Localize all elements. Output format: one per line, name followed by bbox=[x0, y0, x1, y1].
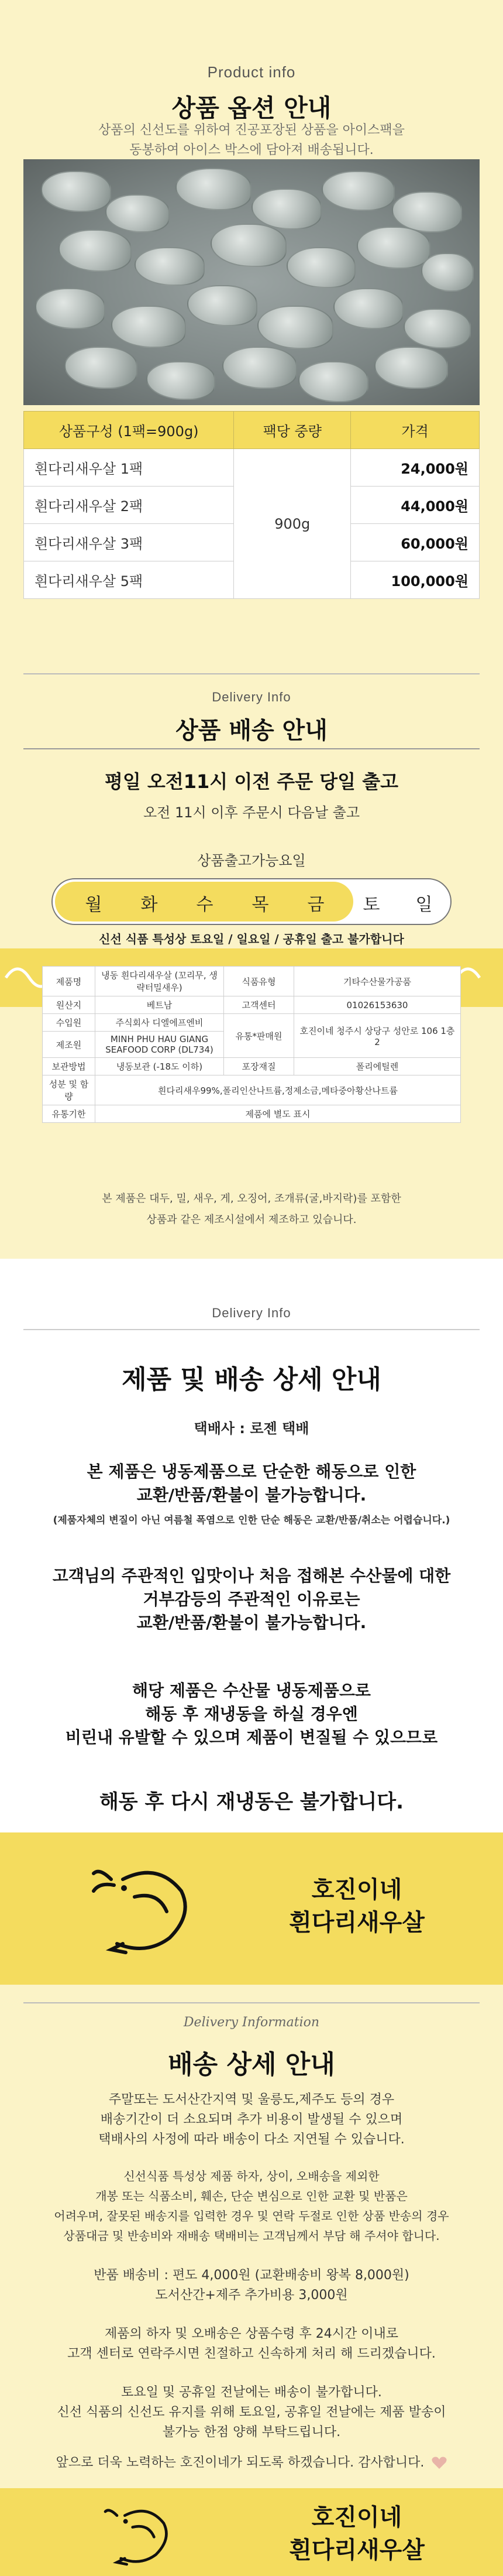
table-row bbox=[43, 1058, 461, 1075]
para-line: 주말또는 도서산간지역 및 울릉도,제주도 등의 경우 bbox=[108, 2092, 395, 2107]
para-line: 신선식품 특성상 제품 하자, 상이, 오배송을 제외한 bbox=[123, 2169, 380, 2183]
table-row bbox=[43, 967, 461, 996]
info-label: 식품유형 bbox=[224, 967, 294, 996]
notice-paragraph-1 bbox=[0, 1460, 503, 1507]
notice-footnote: (제품자체의 변질이 아닌 여름철 폭염으로 인한 단순 해동은 교환/반품/취소는 어렵습니다.) bbox=[53, 1515, 450, 1526]
table-row bbox=[43, 1105, 461, 1123]
p2-line-2: 거부감등의 주관적인 이유로는 bbox=[143, 1590, 360, 1609]
info-value: 01026153630 bbox=[294, 996, 461, 1014]
paragraph-defect bbox=[0, 2324, 503, 2364]
shrimp-photo bbox=[23, 159, 480, 405]
p3-line-1: 해당 제품은 수산물 냉동제품으로 bbox=[132, 1681, 371, 1700]
detail-notice-section bbox=[0, 1259, 503, 1985]
divider bbox=[23, 1329, 480, 1330]
day-fri: 금 bbox=[307, 895, 325, 915]
product-option-desc bbox=[0, 121, 503, 160]
option-name: 흰다리새우살 5팩 bbox=[24, 561, 234, 599]
allergen-notice bbox=[0, 1188, 503, 1231]
para-line: 반품 배송비 : 편도 4,000원 (교환배송비 왕복 8,000원) bbox=[94, 2268, 409, 2283]
option-price-table bbox=[23, 411, 480, 599]
brand-line-1: 호진이네 bbox=[311, 1876, 402, 1903]
info-value: 주식회사 디엘에프엔비 bbox=[95, 1014, 224, 1032]
info-value: 제품에 별도 표시 bbox=[95, 1105, 461, 1123]
delivery-detail-title: 배송 상세 안내 bbox=[168, 2050, 335, 2080]
info-value: 냉동 흰다리새우살 (꼬리무, 생략터밀새우) bbox=[95, 967, 224, 996]
table-row bbox=[43, 1075, 461, 1105]
info-label: 고객센터 bbox=[224, 996, 294, 1014]
brand-banner bbox=[0, 1832, 503, 1985]
product-info-eyebrow: Product info bbox=[207, 63, 296, 81]
product-option-title: 상품 옵션 안내 bbox=[171, 94, 332, 122]
header-price: 가격 bbox=[351, 412, 480, 449]
special-note: 신선 식품 특성상 토요일 / 일요일 / 공휴일 출고 불가합니다 bbox=[99, 932, 404, 946]
info-label: 수입원 bbox=[43, 1014, 95, 1032]
refreeze-warning: 해동 후 다시 재냉동은 불가합니다. bbox=[99, 1790, 404, 1814]
info-label: 유통*판매원 bbox=[224, 1014, 294, 1058]
day-mon: 월 bbox=[85, 895, 102, 915]
paragraph-shipping-time bbox=[0, 2090, 503, 2150]
shipping-days-pill bbox=[51, 878, 452, 925]
p2-line-3: 교환/반품/환불이 불가능합니다. bbox=[136, 1613, 367, 1632]
p2-line-1: 고객님의 주관적인 입맛이나 처음 접해본 수산물에 대한 bbox=[52, 1566, 451, 1585]
option-price: 60,000원 bbox=[351, 524, 480, 561]
delivery-detail-eyebrow: Delivery Information bbox=[183, 2015, 320, 2030]
courier-info: 택배사 : 로젠 택배 bbox=[194, 1420, 309, 1437]
para-line: 개봉 또는 식품소비, 훼손, 단순 변심으로 인한 교환 및 반품은 bbox=[95, 2189, 408, 2203]
desc-line-2: 동봉하여 아이스 박스에 담아져 배송됩니다. bbox=[129, 143, 374, 157]
notice-paragraph-2 bbox=[0, 1564, 503, 1635]
info-label: 포장재질 bbox=[224, 1058, 294, 1075]
heart-icon bbox=[432, 2457, 447, 2469]
info-value: 냉동보관 (-18도 이하) bbox=[95, 1058, 224, 1075]
option-name: 흰다리새우살 1팩 bbox=[24, 449, 234, 487]
desc-line-1: 상품의 신선도를 위하여 진공포장된 상품을 아이스팩을 bbox=[98, 123, 405, 138]
delivery-eyebrow: Delivery Info bbox=[212, 690, 291, 704]
day-tue: 화 bbox=[140, 895, 158, 915]
info-label: 제조원 bbox=[43, 1032, 95, 1058]
table-row bbox=[43, 996, 461, 1014]
notice-line-1: 본 제품은 대두, 밀, 새우, 게, 오징어, 조개류(굴,바지락)를 포함한 bbox=[102, 1193, 401, 1205]
table-row bbox=[43, 1014, 461, 1032]
detail-title: 제품 및 배송 상세 안내 bbox=[122, 1365, 381, 1395]
day-sun: 일 bbox=[415, 895, 433, 915]
paragraph-holiday bbox=[0, 2383, 503, 2443]
para-line: 신선 식품의 신선도 유지를 위해 토요일, 공휴일 전날에는 제품 발송이 bbox=[57, 2405, 446, 2420]
info-label: 원산지 bbox=[43, 996, 95, 1014]
info-value: 폴리에틸렌 bbox=[294, 1058, 461, 1075]
option-name: 흰다리새우살 3팩 bbox=[24, 524, 234, 561]
detail-eyebrow: Delivery Info bbox=[212, 1306, 291, 1320]
info-label: 성분 및 함량 bbox=[43, 1075, 95, 1105]
info-label: 유통기한 bbox=[43, 1105, 95, 1123]
delivery-title: 상품 배송 안내 bbox=[175, 717, 328, 744]
p3-line-2: 해동 후 재냉동을 하실 경우엔 bbox=[145, 1704, 358, 1724]
brand-name bbox=[228, 1873, 485, 1939]
brand-banner-bottom bbox=[0, 2488, 503, 2576]
day-sat: 토 bbox=[363, 895, 380, 915]
delivery-section bbox=[0, 673, 503, 1259]
info-label: 제품명 bbox=[43, 967, 95, 996]
thanks-text: 앞으로 더욱 노력하는 호진이네가 되도록 하겠습니다. 감사합니다. bbox=[56, 2455, 425, 2470]
para-line: 토요일 및 공휴일 전날에는 배송이 불가합니다. bbox=[121, 2385, 382, 2400]
notice-line-2: 상품과 같은 제조시설에서 제조하고 있습니다. bbox=[146, 1214, 357, 1226]
divider bbox=[23, 748, 480, 749]
para-line: 택배사의 사정에 따라 배송이 다소 지연될 수 있습니다. bbox=[98, 2132, 405, 2147]
p1-line-1: 본 제품은 냉동제품으로 단순한 해동으로 인한 bbox=[87, 1462, 416, 1481]
para-line: 제품의 하자 및 오배송은 상품수령 후 24시간 이내로 bbox=[105, 2327, 398, 2341]
brand-line-1: 호진이네 bbox=[311, 2504, 402, 2531]
option-price: 24,000원 bbox=[351, 449, 480, 487]
option-price: 100,000원 bbox=[351, 561, 480, 599]
delivery-detail-section bbox=[0, 1985, 503, 2576]
product-option-section bbox=[0, 0, 503, 673]
shrimp-logo-icon bbox=[99, 2500, 181, 2570]
option-price: 44,000원 bbox=[351, 487, 480, 524]
header-composition: 상품구성 (1팩=900g) bbox=[24, 412, 234, 449]
para-line: 배송기간이 더 소요되며 추가 비용이 발생될 수 있으며 bbox=[100, 2112, 403, 2127]
info-value: 흰다리새우99%,폴리인산나트륨,정제소금,메타중아황산나트륨 bbox=[95, 1075, 461, 1105]
para-line: 불가능 한점 양해 부탁드립니다. bbox=[162, 2425, 341, 2440]
p3-line-3: 비린내 유발할 수 있으며 제품이 변질될 수 있으므로 bbox=[65, 1728, 438, 1747]
notice-paragraph-3 bbox=[0, 1679, 503, 1749]
day-wed: 수 bbox=[196, 895, 213, 915]
paragraph-return-fee bbox=[0, 2266, 503, 2306]
header-weight: 팩당 중량 bbox=[234, 412, 351, 449]
delivery-headline: 평일 오전11시 이전 주문 당일 출고 bbox=[104, 770, 399, 793]
brand-name bbox=[228, 2501, 485, 2567]
option-name: 흰다리새우살 2팩 bbox=[24, 487, 234, 524]
brand-line-2: 흰다리새우살 bbox=[289, 2537, 425, 2564]
para-line: 고객 센터로 연락주시면 친절하고 신속하게 처리 해 드리겠습니다. bbox=[67, 2347, 436, 2361]
day-thu: 목 bbox=[252, 895, 269, 915]
divider bbox=[23, 673, 480, 674]
para-line: 상품대금 및 반송비와 재배송 택배비는 고객님께서 부담 해 주셔야 합니다. bbox=[63, 2229, 440, 2243]
para-line: 도서산간+제주 추가비용 3,000원 bbox=[155, 2288, 348, 2303]
info-value: 베트남 bbox=[95, 996, 224, 1014]
option-weight: 900g bbox=[234, 449, 351, 599]
shrimp-logo-icon bbox=[88, 1856, 205, 1961]
brand-line-2: 흰다리새우살 bbox=[289, 1909, 425, 1936]
paragraph-thanks bbox=[0, 2453, 503, 2473]
info-value: 호진이네 청주시 상당구 성안로 106 1층2 bbox=[294, 1014, 461, 1058]
para-line: 어려우며, 잘못된 배송지를 입력한 경우 및 연락 두절로 인한 상품 반송의 경우 bbox=[54, 2209, 449, 2223]
info-value: MINH PHU HAU GIANG SEAFOOD CORP (DL734) bbox=[95, 1032, 224, 1058]
info-label: 보관방법 bbox=[43, 1058, 95, 1075]
divider bbox=[23, 2002, 480, 2003]
table-row bbox=[24, 449, 480, 487]
delivery-subline: 오전 11시 이후 주문시 다음날 출고 bbox=[143, 804, 360, 821]
days-label: 상품출고가능요일 bbox=[197, 852, 306, 869]
info-value: 기타수산물가공품 bbox=[294, 967, 461, 996]
p1-line-2: 교환/반품/환불이 불가능합니다. bbox=[136, 1485, 367, 1505]
product-info-table bbox=[42, 966, 461, 1123]
paragraph-return-policy bbox=[0, 2166, 503, 2246]
